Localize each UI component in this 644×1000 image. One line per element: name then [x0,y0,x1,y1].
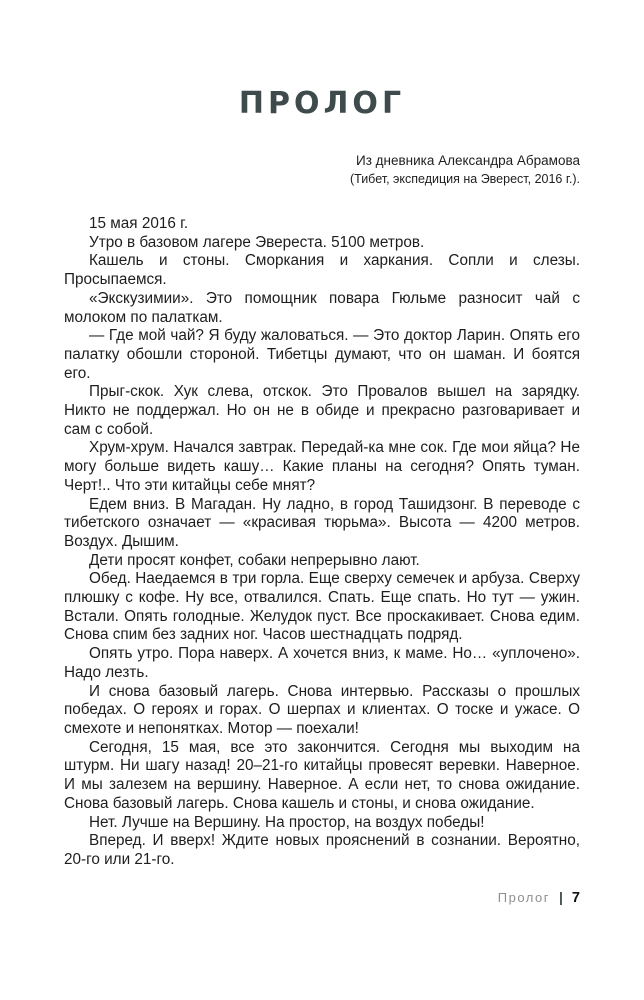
paragraph: Дети просят конфет, собаки непрерывно лают. [89,551,420,569]
paragraph: Кашель и стоны. Сморкания и харкания. Сопли и слезы. Просыпаемся. [64,252,580,289]
page-footer [498,889,580,906]
paragraph: Вперед. И вверх! Ждите новых прояснений в сознании. Вероятно, 20-го или 21-го. [64,832,580,868]
paragraph: Обед. Наедаемся в три горла. Еще сверху семечек и арбуза. Сверху плюшку с кофе. Ну все, отвалился. Спать. Еще спать. Но тут — ужин. Встали. Опять голодные. Желудок пуст. Все проскакивает. Снова едим. Снова спим без задних ног. Часов шестнадцать подряд. [64,570,580,644]
epigraph [0,151,644,189]
body-text [0,215,644,870]
footer-separator: | [559,889,563,905]
paragraph: Утро в базовом лагере Эвереста. 5100 метров. [89,233,425,251]
paragraph: — Где мой чай? Я буду жаловаться. — Это доктор Ларин. Опять его палатку обошли стороной. Тибетцы думают, что он шаман. И боятся его. [64,327,580,382]
chapter-title: ПРОЛОГ [238,86,406,121]
paragraph: 15 мая 2016 г. [89,215,189,232]
paragraph: Нет. Лучше на Вершину. На простор, на воздух победы! [89,813,485,831]
footer-section-label: Пролог [497,890,550,905]
paragraph: И снова базовый лагерь. Снова интервью. Рассказы о прошлых победах. О героях и горах. О шерпах и клиентах. О тоске и ужасе. О смехоте и непонятках. Мотор — поехали! [64,682,580,737]
paragraph: Прыг-скок. Хук слева, отскок. Это Провалов вышел на зарядку. Никто не поддержал. Но он не в обиде и прекрасно разговаривает и сам с собой. [64,383,580,438]
paragraph: Опять утро. Пора наверх. А хочется вниз, к маме. Но… «уплочено». Надо лезть. [64,645,580,681]
epigraph-detail: (Тибет, экспедиция на Эверест, 2016 г.). [349,172,580,186]
paragraph: Сегодня, 15 мая, все это закончится. Сегодня мы выходим на штурм. Ни шагу назад! 20–21-го китайцы провесят веревки. Наверное. И мы залезем на вершину. Наверное. А если нет, то снова ожидание. Снова базовый лагерь. Снова кашель и стоны, и снова ожидание. [64,738,580,812]
paragraph: Едем вниз. В Магадан. Ну ладно, в город Ташидзонг. В переводе с тибетского означает — «красивая тюрьма». Высота — 4200 метров. Воздух. Дышим. [64,495,580,550]
epigraph-source: Из дневника Александра Абрамова [356,153,580,168]
paragraph: «Экскузимии». Это помощник повара Гюльме разносит чай с молоком по палаткам. [64,289,580,326]
page-number: 7 [571,890,580,906]
paragraph: Хрум-хрум. Начался завтрак. Передай-ка мне сок. Где мои яйца? Не могу больше видеть кашу… Какие планы на сегодня? Опять туман. Черт!.. Что эти китайцы себе мнят? [64,439,580,494]
